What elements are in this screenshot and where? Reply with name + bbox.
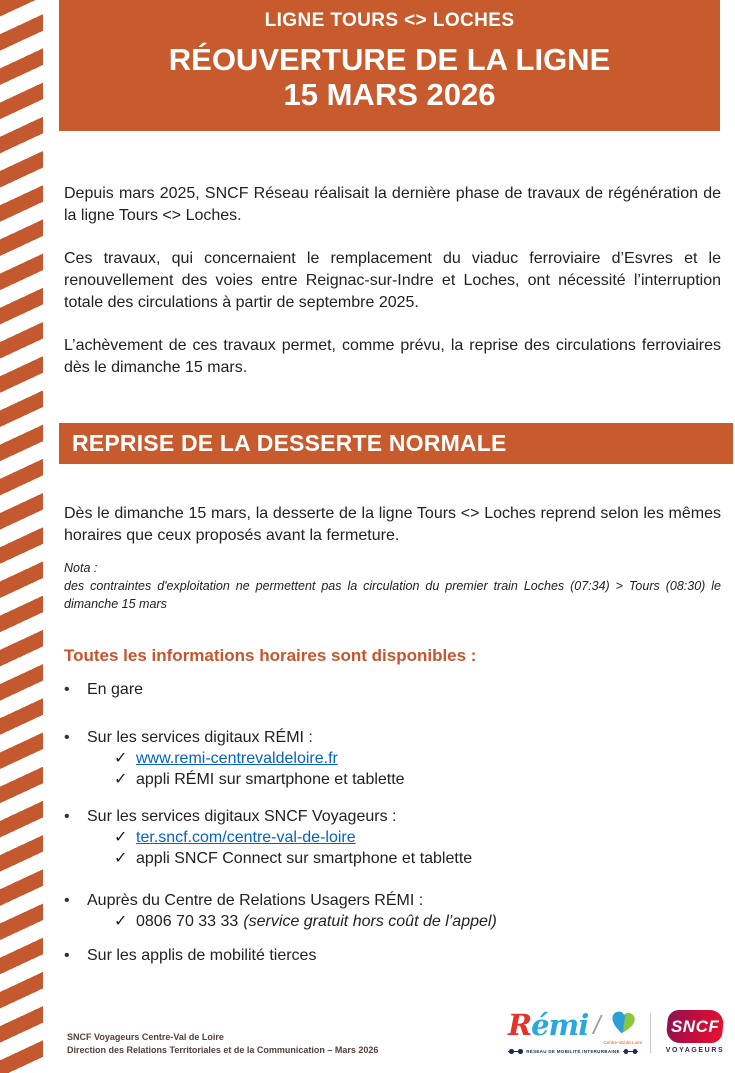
list-item-label: Sur les applis de mobilité tierces bbox=[87, 947, 317, 964]
remi-rest: émi bbox=[531, 1008, 589, 1042]
footer-logos bbox=[508, 1010, 727, 1054]
remi-website-link[interactable]: www.remi-centrevaldeloire.fr bbox=[136, 750, 338, 767]
remi-wordmark bbox=[508, 1010, 588, 1040]
check-icon: ✓ bbox=[114, 750, 128, 767]
list-item-centre-relations bbox=[64, 891, 721, 932]
list-item-applis-tierces bbox=[64, 946, 721, 966]
sncf-voyageurs-label: VOYAGEURS bbox=[665, 1047, 725, 1054]
info-heading: Toutes les informations horaires sont disponibles : bbox=[64, 646, 477, 665]
list-item-en-gare bbox=[64, 680, 721, 700]
check-icon: ✓ bbox=[114, 913, 128, 930]
sub-item-label: appli SNCF Connect sur smartphone et tablette bbox=[136, 850, 473, 867]
reprise-paragraph: Dès le dimanche 15 mars, la desserte de la ligne Tours <> Loches reprend selon les mêmes horaires que ceux proposés avant la fermeture. bbox=[64, 505, 721, 544]
phone-number: 0806 70 33 33 bbox=[136, 913, 239, 930]
section-banner: REPRISE DE LA DESSERTE NORMALE bbox=[59, 423, 733, 464]
nota-block bbox=[64, 559, 721, 613]
nota-text: des contraintes d'exploitation ne permettent pas la circulation du premier train Loches (07:34) > Tours (08:30) le dimanche 15 mars bbox=[64, 579, 721, 611]
list-item-label: En gare bbox=[87, 681, 144, 698]
heart-icon bbox=[610, 1011, 636, 1035]
remi-initial: R bbox=[508, 1008, 532, 1042]
bullet-icon: • bbox=[64, 808, 70, 825]
page-title-line2: 15 MARS 2026 bbox=[283, 77, 496, 112]
list-item-label: Auprès du Centre de Relations Usagers RÉMI : bbox=[87, 892, 424, 909]
intro-paragraph-2: Ces travaux, qui concernaient le remplacement du viaduc ferroviaire d’Esvres et le renouvellement des voies entre Reignac-sur-Indre et Loches, ont nécessité l’interruption totale des circulations à partir de septembre 2025. bbox=[64, 250, 721, 311]
list-item-label: Sur les services digitaux RÉMI : bbox=[87, 729, 313, 746]
check-icon: ✓ bbox=[114, 829, 128, 846]
info-bullet-list bbox=[64, 680, 721, 966]
footer-line2: Direction des Relations Territoriales et de la Communication – Mars 2026 bbox=[67, 1045, 379, 1055]
region-heart-logo bbox=[604, 1011, 643, 1045]
phone-note: (service gratuit hors coût de l’appel) bbox=[243, 913, 497, 930]
page-title-line1: RÉOUVERTURE DE LA LIGNE bbox=[168, 42, 611, 77]
track-line-icon bbox=[508, 1051, 523, 1053]
bullet-icon: • bbox=[64, 729, 70, 746]
bullet-icon: • bbox=[64, 947, 70, 964]
intro-section bbox=[64, 183, 721, 400]
logo-slash-divider: / bbox=[593, 1010, 601, 1040]
remi-tagline-track bbox=[508, 1049, 638, 1054]
list-item-services-remi bbox=[64, 728, 721, 790]
ter-website-link[interactable]: ter.sncf.com/centre-val-de-loire bbox=[136, 829, 356, 846]
check-icon: ✓ bbox=[114, 850, 128, 867]
sncf-logo bbox=[663, 1010, 727, 1054]
line-label: LIGNE TOURS <> LOCHES bbox=[264, 10, 515, 31]
intro-paragraph-3: L’achèvement de ces travaux permet, comme prévu, la reprise des circulations ferroviaires dès le dimanche 15 mars. bbox=[64, 337, 721, 376]
footer-line1: SNCF Voyageurs Centre-Val de Loire bbox=[67, 1032, 224, 1042]
remi-logo bbox=[508, 1008, 643, 1054]
footer-credits bbox=[67, 1031, 378, 1057]
region-label: Centre-Val de Loire bbox=[603, 1040, 643, 1045]
sncf-brand-text: SNCF bbox=[670, 1016, 720, 1036]
remi-tagline: RÉSEAU DE MOBILITÉ INTERURBAINE bbox=[526, 1049, 620, 1054]
list-item-label: Sur les services digitaux SNCF Voyageurs : bbox=[87, 808, 397, 825]
hazard-stripes-decoration bbox=[0, 0, 43, 1073]
intro-paragraph-1: Depuis mars 2025, SNCF Réseau réalisait la dernière phase de travaux de régénération de la ligne Tours <> Loches. bbox=[64, 185, 721, 224]
logo-divider bbox=[650, 1013, 651, 1053]
bullet-icon: • bbox=[64, 681, 70, 698]
bullet-icon: • bbox=[64, 892, 70, 909]
sncf-badge bbox=[665, 1010, 724, 1043]
nota-label: Nota : bbox=[64, 561, 98, 575]
header-banner bbox=[59, 0, 720, 131]
sub-item-label: appli RÉMI sur smartphone et tablette bbox=[136, 771, 405, 788]
list-item-services-sncf bbox=[64, 807, 721, 869]
track-line-icon bbox=[623, 1051, 638, 1053]
check-icon: ✓ bbox=[114, 771, 128, 788]
